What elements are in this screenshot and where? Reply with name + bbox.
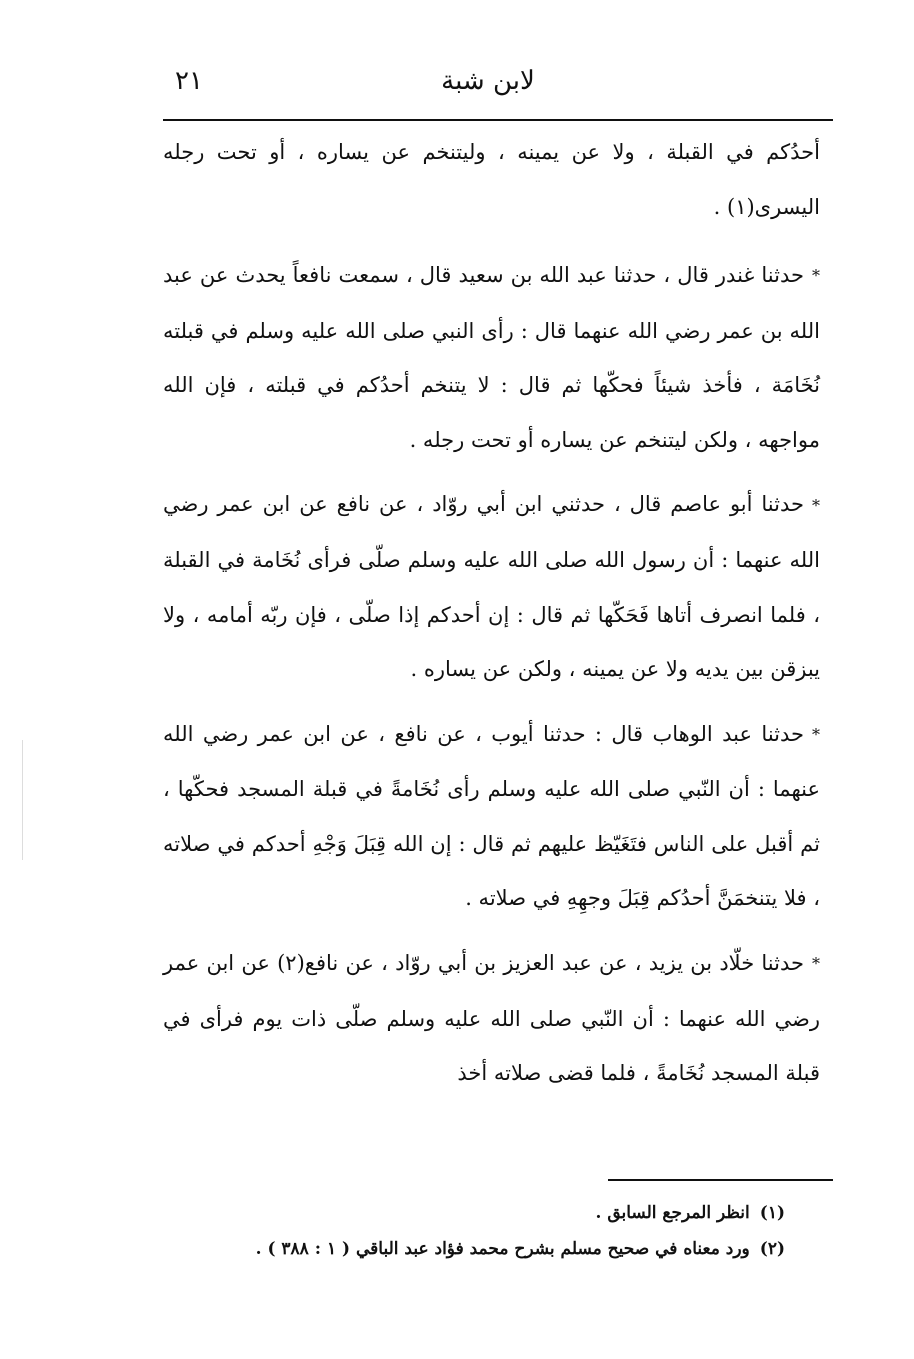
paragraph-text: حدثنا أبو عاصم قال ، حدثني ابن أبي روّاد ، عن نافع عن ابن عمر رضي الله عنهما : أن رسول الله صلى الله عليه وسلم صلّى فرأى نُخَامة في القبلة ، فلما انصرف أتاها فَحَكّها ثم قال : إن أحدكم إذا صلّى ، فإن ربّه أمامه ، ولا يبزقن بين يديه ولا عن يمينه ، ولكن عن يساره . (163, 492, 820, 681)
paragraph-text: حدثنا غندر قال ، حدثنا عبد الله بن سعيد قال ، سمعت نافعاً يحدث عن عبد الله بن عمر رضي الله عنهما قال : رأى النبي صلى الله عليه وسلم في قبلته نُخَامَة ، فأخذ شيئاً فحكّها ثم قال : لا يتنخم أحدُكم في قبلته ، فإن الله مواجهه ، ولكن ليتنخم عن يساره أو تحت رجله . (163, 263, 820, 452)
star-marker: * (812, 954, 820, 973)
star-marker: * (812, 724, 820, 744)
scan-artifact (22, 740, 23, 860)
star-marker: * (812, 266, 820, 286)
star-marker: * (812, 495, 820, 515)
footnote-1 (163, 1195, 785, 1231)
hadith-paragraph (163, 936, 820, 1101)
footnote-text: ورد معناه في صحيح مسلم بشرح محمد فؤاد عبد الباقي ( ١ : ٣٨٨ ) . (255, 1239, 750, 1259)
footnote-number: (٢) (759, 1239, 785, 1259)
footnote-rule (608, 1179, 833, 1181)
page-header (163, 58, 833, 110)
page-number: ٢١ (175, 66, 203, 96)
paragraph-text: أحدُكم في القبلة ، ولا عن يمينه ، وليتنخم عن يساره ، أو تحت رجله اليسرى(١) . (163, 140, 820, 219)
footnote-2 (163, 1231, 785, 1267)
hadith-paragraph (163, 707, 820, 926)
footnotes (163, 1195, 785, 1267)
running-head: لابن شبة (441, 66, 535, 96)
paragraph-text: حدثنا خلّاد بن يزيد ، عن عبد العزيز بن أبي روّاد ، عن نافع(٢) عن ابن عمر رضي الله عنهما : أن النّبي صلى الله عليه وسلم صلّى ذات يوم فرأى في قبلة المسجد نُخَامةً ، فلما قضى صلاته أخذ (163, 950, 820, 1085)
main-text (163, 125, 820, 1111)
hadith-paragraph (163, 248, 820, 467)
header-rule (163, 119, 833, 121)
footnote-text: انظر المرجع السابق . (595, 1203, 750, 1223)
paragraph-text: حدثنا عبد الوهاب قال : حدثنا أيوب ، عن نافع ، عن ابن عمر رضي الله عنهما : أن النّبي صلى الله عليه وسلم رأى نُخَامةً في قبلة المسجد فحكّها ، ثم أقبل على الناس فتَغَيّظ عليهم ثم قال : إن الله قِبَلَ وَجْهِ أحدكم في صلاته ، فلا يتنخمَنَّ أحدُكم قِبَلَ وجهِهِ في صلاته . (163, 721, 820, 911)
hadith-paragraph (163, 477, 820, 696)
paragraph-continuation (163, 125, 820, 234)
footnote-number: (١) (759, 1203, 785, 1223)
